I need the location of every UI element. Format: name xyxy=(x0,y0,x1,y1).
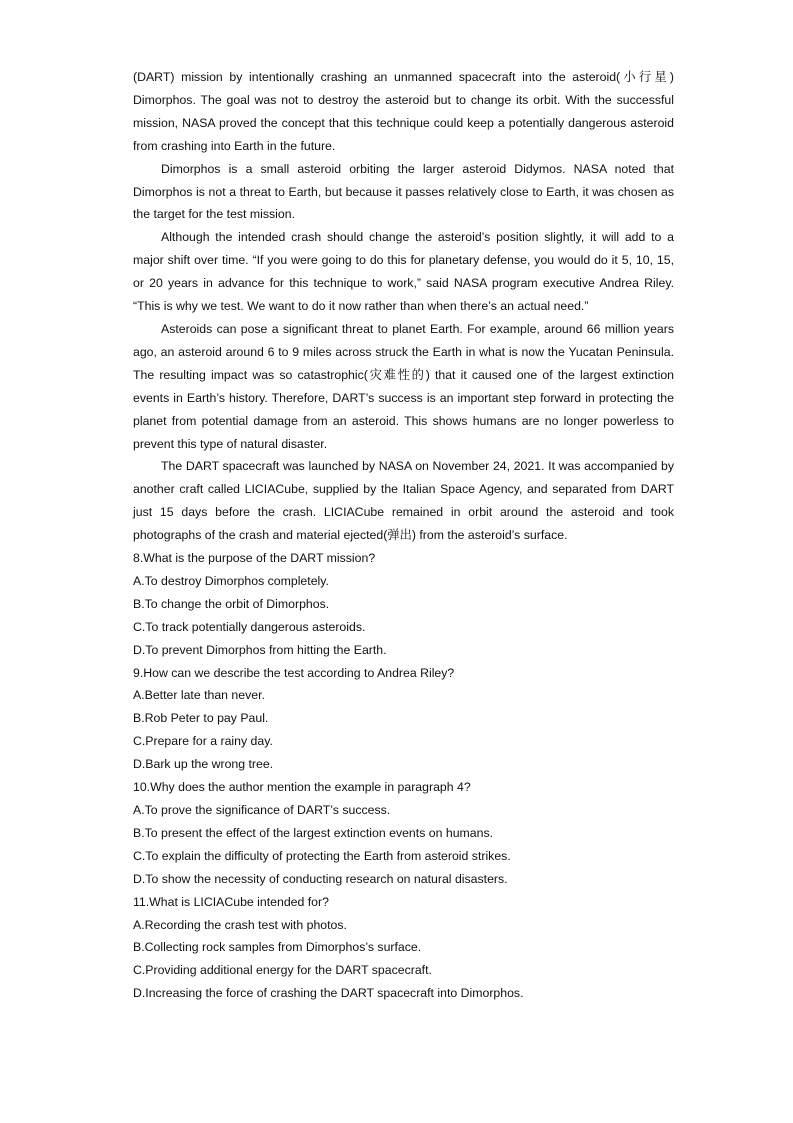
option-d: D.To show the necessity of conducting research on natural disasters. xyxy=(133,871,508,886)
option-c: C.To track potentially dangerous asteroids. xyxy=(133,619,366,634)
question-list xyxy=(133,547,674,1005)
passage-paragraph-5: The DART spacecraft was launched by NASA on November 24, 2021. It was accompanied by another craft called LICIACube, supplied by the Italian Space Agency, and separated from DART just 15 days before the crash. LICIACube remained in orbit around the asteroid and took photographs of the crash and material ejected(弹出) from the asteroid’s surface. xyxy=(133,459,674,543)
question-title: 10.Why does the author mention the example in paragraph 4? xyxy=(133,780,471,795)
option-d: D.Increasing the force of crashing the DART spacecraft into Dimorphos. xyxy=(133,986,524,1001)
option-b: B.To present the effect of the largest extinction events on humans. xyxy=(133,825,494,840)
question-9 xyxy=(133,662,674,777)
passage-paragraph-3: Although the intended crash should change the asteroid’s position slightly, it will add to a major shift over time. “If you were going to do this for planetary defense, you would do it 5, 10, 15, or 20 years in advance for this technique to work,” said NASA program executive Andrea Riley. “This is why we test. We want to do it now rather than when there’s an actual need.” xyxy=(133,230,674,314)
option-a: A.To destroy Dimorphos completely. xyxy=(133,573,329,588)
document-page xyxy=(133,66,674,1005)
passage-paragraph-4: Asteroids can pose a significant threat to planet Earth. For example, around 66 million years ago, an asteroid around 6 to 9 miles across struck the Earth in what is now the Yucatan Peninsula. The resulting impact was so catastrophic(灾难性的) that it caused one of the largest extinction events in Earth’s history. Therefore, DART’s success is an important step forward in protecting the planet from potential damage from an asteroid. This shows humans are no longer powerless to prevent this type of natural disaster. xyxy=(133,321,674,451)
option-d: D.To prevent Dimorphos from hitting the Earth. xyxy=(133,642,387,657)
option-c: C.To explain the difficulty of protecting the Earth from asteroid strikes. xyxy=(133,848,511,863)
option-a: A.Recording the crash test with photos. xyxy=(133,917,347,932)
option-b: B.Rob Peter to pay Paul. xyxy=(133,711,269,726)
option-a: A.Better late than never. xyxy=(133,688,265,703)
question-10 xyxy=(133,776,674,891)
option-d: D.Bark up the wrong tree. xyxy=(133,757,274,772)
question-8 xyxy=(133,547,674,662)
passage-paragraph-2: Dimorphos is a small asteroid orbiting the larger asteroid Didymos. NASA noted that Dimorphos is not a threat to Earth, but because it passes relatively close to Earth, it was chosen as the target for the test mission. xyxy=(133,161,674,222)
option-c: C.Providing additional energy for the DART spacecraft. xyxy=(133,963,432,978)
option-b: B.To change the orbit of Dimorphos. xyxy=(133,596,330,611)
question-11 xyxy=(133,891,674,1006)
option-a: A.To prove the significance of DART’s success. xyxy=(133,803,391,817)
option-c: C.Prepare for a rainy day. xyxy=(133,734,273,749)
reading-passage xyxy=(133,66,674,547)
question-title: 8.What is the purpose of the DART mission? xyxy=(133,551,376,566)
passage-paragraph-1: (DART) mission by intentionally crashing an unmanned spacecraft into the asteroid(小行星) Dimorphos. The goal was not to destroy the asteroid but to change its orbit. With the successful mission, NASA proved the concept that this technique could keep a potentially dangerous asteroid from crashing into Earth in the future. xyxy=(133,70,674,153)
question-title: 11.What is LICIACube intended for? xyxy=(133,894,329,909)
question-title: 9.How can we describe the test according to Andrea Riley? xyxy=(133,665,455,680)
option-b: B.Collecting rock samples from Dimorphos’s surface. xyxy=(133,940,422,955)
